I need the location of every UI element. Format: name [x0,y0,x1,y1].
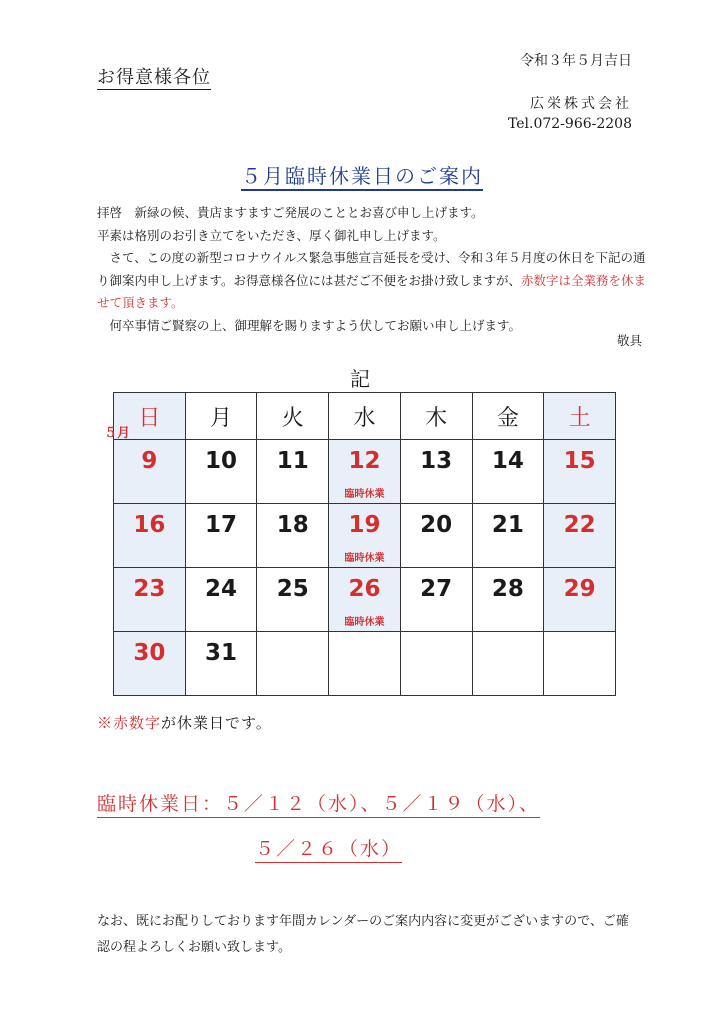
day-number: 29 [563,576,596,602]
calendar-day-cell [104,426,186,504]
calendar-body [104,426,616,696]
day-number: 21 [491,512,524,538]
calendar-week [114,632,616,696]
thanks-line: 平素は格別のお引き立てをいただき、厚く御礼申し上げます。 [97,227,446,243]
calendar-day-cell [400,440,472,504]
calendar-day-cell [185,632,257,696]
notice-text: さて、この度の新型コロナウイルス緊急事態宣言延長を受け、令和３年５月度の休日を下記の通り御案内申し上げます。お得意様各位には甚だご不便をお掛け致しますが、 [97,250,646,288]
day-number: 28 [491,576,524,602]
notice-paragraph [97,247,647,315]
calendar-day-cell [400,632,472,696]
company-name: 広栄株式会社 [530,96,632,112]
ki-heading: 記 [350,367,370,391]
temp-closure-label: 臨時休業 [344,617,385,628]
day-number: 25 [276,576,309,602]
calendar-day-cell [329,504,401,568]
request-line: 何卒事情ご賢察の上、御理解を賜りますよう伏してお願い申し上げます。 [109,317,522,333]
day-number: 13 [420,448,453,474]
weekday-5: 金 [472,393,544,440]
calendar-day-cell [257,568,329,632]
calendar-day-cell [544,504,616,568]
calendar-day-cell [114,504,186,568]
letter-body [97,202,647,338]
calendar-day-cell [472,568,544,632]
day-number: 22 [563,512,596,538]
legend-text: が休業日です。 [161,714,272,732]
day-number: 30 [133,640,166,666]
calendar-day-cell [329,568,401,632]
weekday-1: 月 [185,393,257,440]
calendar-day-cell [257,632,329,696]
calendar-day-cell [400,568,472,632]
day-number: 12 [348,448,381,474]
day-number: 9 [141,448,158,474]
month-label: ５月 [104,426,131,441]
day-number: 19 [348,512,381,538]
weekday-4: 木 [400,393,472,440]
weekday-2: 火 [257,393,329,440]
recipient: お得意様各位 [97,67,211,88]
legend-red: ※赤数字 [97,714,162,732]
day-number: 26 [348,576,381,602]
calendar-day-cell [185,440,257,504]
calendar-day-cell [472,504,544,568]
legend-note [97,712,272,733]
company-tel: Tel.072-966-2208 [508,116,632,132]
weekday-3: 水 [329,393,401,440]
footer-note: なお、既にお配りしております年間カレンダーのご案内内容に変更がございますので、ご確認の程よろしくお願い致します。 [97,914,629,955]
calendar-day-cell [185,504,257,568]
day-number: 11 [276,448,309,474]
day-number: 18 [276,512,309,538]
calendar [104,392,616,696]
calendar-day-cell [329,632,401,696]
notice-red-text: 赤数字は全業務を休ませて頂きます。 [97,272,647,311]
calendar-day-cell [544,440,616,504]
closed-days-line-2: ５／２６（水） [255,836,402,863]
day-number: 10 [205,448,238,474]
calendar-day-cell [329,440,401,504]
closing-word: 敬具 [616,333,642,348]
calendar-day-cell [544,568,616,632]
calendar-day-cell [114,632,186,696]
calendar-day-cell [400,504,472,568]
day-number: 24 [205,576,238,602]
calendar-day-cell [472,632,544,696]
issue-date: 令和３年５月吉日 [520,53,632,69]
day-number: 17 [205,512,238,538]
greeting-line: 拝啓 新緑の候、貴店ますますご発展のこととお喜び申し上げます。 [97,205,484,220]
calendar-week [114,440,616,504]
day-number: 16 [133,512,166,538]
weekday-6: 土 [544,393,616,440]
calendar-week [114,504,616,568]
day-number: 14 [491,448,524,474]
closed-days-line-1: 臨時休業日：５／１２（水）、５／１９（水）、 [97,791,540,818]
temp-closure-label: 臨時休業 [344,553,385,564]
page-title-text: ５月臨時休業日のご案内 [241,164,483,191]
day-number: 27 [420,576,453,602]
calendar-header-row [114,393,616,440]
calendar-day-cell [472,440,544,504]
temp-closure-label: 臨時休業 [344,489,385,500]
calendar-day-cell [185,568,257,632]
calendar-day-cell [257,440,329,504]
calendar-week [114,568,616,632]
weekday-0: 日 [114,393,186,440]
day-number: 20 [420,512,453,538]
day-number: 23 [133,576,166,602]
day-number: 15 [563,448,596,474]
calendar-day-cell [544,632,616,696]
day-number: 31 [205,640,238,666]
page-title [0,160,724,189]
calendar-day-cell [257,504,329,568]
calendar-day-cell [114,568,186,632]
